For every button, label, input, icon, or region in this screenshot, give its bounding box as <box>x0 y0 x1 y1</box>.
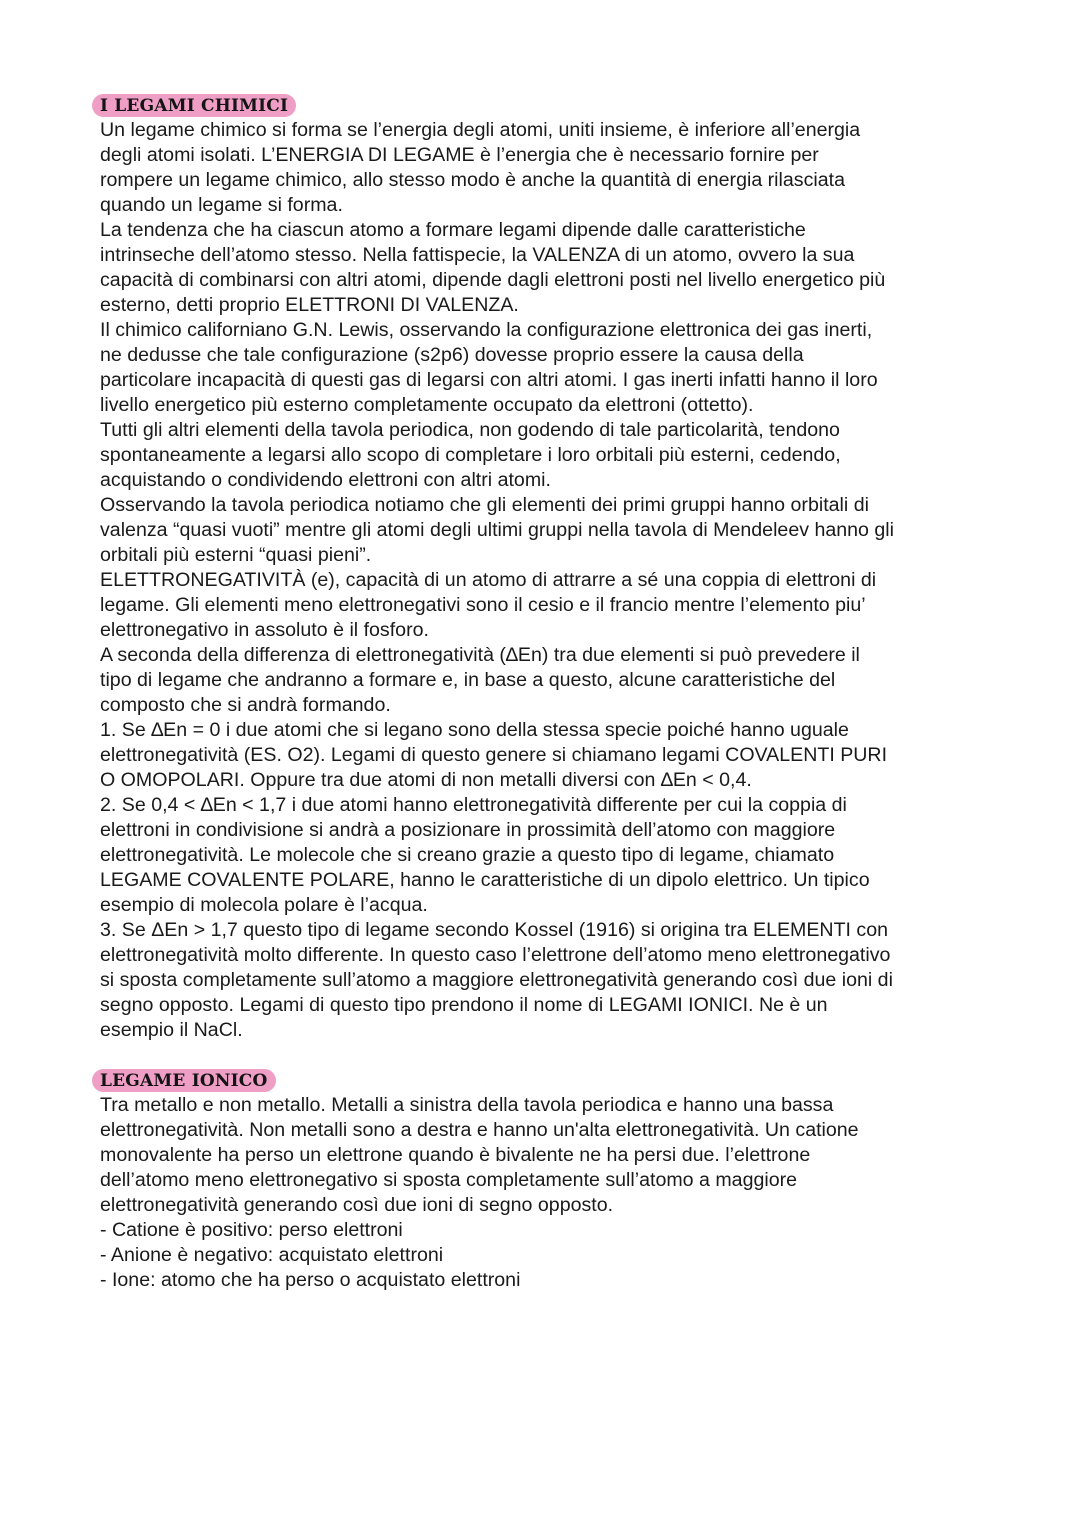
text-line: acquistando o condividendo elettroni con altri atomi. <box>100 469 551 491</box>
text-line: segno opposto. Legami di questo tipo prendono il nome di LEGAMI IONICI. Ne è un <box>100 994 828 1016</box>
text-line: esempio il NaCl. <box>100 1019 243 1041</box>
text-line: A seconda della differenza di elettronegatività (∆En) tra due elementi si può prevedere il <box>100 644 860 666</box>
list-item: - Ione: atomo che ha perso o acquistato elettroni <box>100 1269 521 1291</box>
text-line: legame. Gli elementi meno elettronegativi sono il cesio e il francio mentre l’elemento piu’ <box>100 594 866 616</box>
text-line: 3. Se ΔEn > 1,7 questo tipo di legame secondo Kossel (1916) si origina tra ELEMENTI con <box>100 919 889 941</box>
text-line: valenza “quasi vuoti” mentre gli atomi degli ultimi gruppi nella tavola di Mendeleev hanno gli <box>100 519 894 541</box>
text-line: 1. Se ∆En = 0 i due atomi che si legano sono della stessa specie poiché hanno uguale <box>100 719 849 741</box>
text-line: intrinseche dell’atomo stesso. Nella fattispecie, la VALENZA di un atomo, ovvero la sua <box>100 244 855 266</box>
text-line: spontaneamente a legarsi allo scopo di completare i loro orbitali più esterni, cedendo, <box>100 444 841 466</box>
text-line: Tra metallo e non metallo. Metalli a sinistra della tavola periodica e hanno una bassa <box>100 1094 834 1116</box>
text-line: esempio di molecola polare è l’acqua. <box>100 894 428 916</box>
text-line: dell’atomo meno elettronegativo si sposta completamente sull’atomo a maggiore <box>100 1169 798 1191</box>
text-line: capacità di combinarsi con altri atomi, dipende dagli elettroni posti nel livello energetico più <box>100 269 886 291</box>
section-body-legame-ionico <box>100 1093 1000 1293</box>
list-item: - Anione è negativo: acquistato elettroni <box>100 1244 444 1266</box>
text-line: 2. Se 0,4 < ∆En < 1,7 i due atomi hanno elettronegatività differente per cui la coppia di <box>100 794 847 816</box>
section-heading-legame-ionico-wrap <box>92 1068 1000 1093</box>
text-line: Tutti gli altri elementi della tavola periodica, non godendo di tale particolarità, tendono <box>100 419 840 441</box>
text-line: degli atomi isolati. L’ENERGIA DI LEGAME è l’energia che è necessario fornire per <box>100 144 819 166</box>
text-line: elettronegatività. Non metalli sono a destra e hanno un'alta elettronegatività. Un catione <box>100 1119 859 1141</box>
text-line: ne dedusse che tale configurazione (s2p6) dovesse proprio essere la causa della <box>100 344 804 366</box>
section-body-legami-chimici <box>100 118 1000 1043</box>
text-line: particolare incapacità di questi gas di legarsi con altri atomi. I gas inerti infatti hanno il loro <box>100 369 878 391</box>
text-line: ELETTRONEGATIVITÀ (e), capacità di un atomo di attrarre a sé una coppia di elettroni di <box>100 569 877 591</box>
text-line: esterno, detti proprio ELETTRONI DI VALENZA. <box>100 294 519 316</box>
document-page <box>100 93 1000 1293</box>
text-line: Un legame chimico si forma se l’energia degli atomi, uniti insieme, è inferiore all’energia <box>100 119 861 141</box>
text-line: Il chimico californiano G.N. Lewis, osservando la configurazione elettronica dei gas inerti, <box>100 319 873 341</box>
text-line: tipo di legame che andranno a formare e, in base a questo, alcune caratteristiche del <box>100 669 836 691</box>
list-item: - Catione è positivo: perso elettroni <box>100 1219 403 1241</box>
text-line: elettronegatività molto differente. In questo caso l’elettrone dell’atomo meno elettronegativo <box>100 944 891 966</box>
text-line: orbitali più esterni “quasi pieni”. <box>100 544 372 566</box>
text-line: Osservando la tavola periodica notiamo che gli elementi dei primi gruppi hanno orbitali di <box>100 494 869 516</box>
text-line: elettronegatività (ES. O2). Legami di questo genere si chiamano legami COVALENTI PURI <box>100 744 888 766</box>
section-spacer <box>100 1043 1000 1068</box>
text-line: livello energetico più esterno completamente occupato da elettroni (ottetto). <box>100 394 754 416</box>
text-line: elettronegatività generando così due ioni di segno opposto. <box>100 1194 614 1216</box>
text-line: elettronegativo in assoluto è il fosforo. <box>100 619 429 641</box>
section-heading: LEGAME IONICO <box>92 1069 276 1092</box>
text-line: si sposta completamente sull’atomo a maggiore elettronegatività generando così due ioni di <box>100 969 893 991</box>
text-line: LEGAME COVALENTE POLARE, hanno le caratteristiche di un dipolo elettrico. Un tipico <box>100 869 870 891</box>
text-line: monovalente ha perso un elettrone quando è bivalente ne ha persi due. l’elettrone <box>100 1144 811 1166</box>
text-line: quando un legame si forma. <box>100 194 343 216</box>
section-heading: I LEGAMI CHIMICI <box>92 94 296 117</box>
text-line: rompere un legame chimico, allo stesso modo è anche la quantità di energia rilasciata <box>100 169 845 191</box>
text-line: elettroni in condivisione si andrà a posizionare in prossimità dell’atomo con maggiore <box>100 819 836 841</box>
text-line: O OMOPOLARI. Oppure tra due atomi di non metalli diversi con ∆En < 0,4. <box>100 769 752 791</box>
text-line: composto che si andrà formando. <box>100 694 391 716</box>
section-heading-legami-chimici-wrap <box>92 93 1000 118</box>
text-line: La tendenza che ha ciascun atomo a formare legami dipende dalle caratteristiche <box>100 219 806 241</box>
text-line: elettronegatività. Le molecole che si creano grazie a questo tipo di legame, chiamato <box>100 844 835 866</box>
